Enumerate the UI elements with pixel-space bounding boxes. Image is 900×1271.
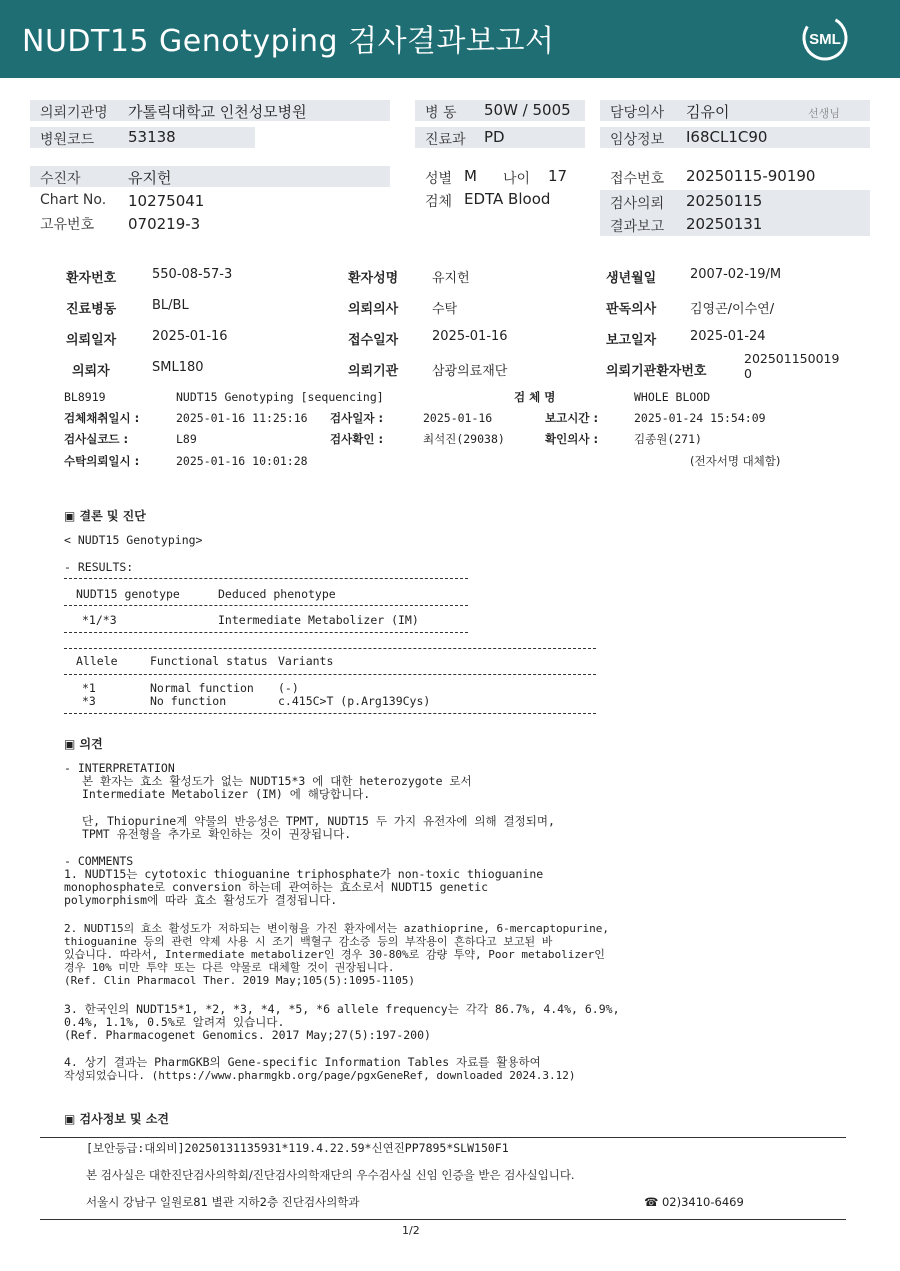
- patient-no-value: 550-08-57-3: [152, 267, 233, 282]
- genotype-value: *1/*3: [82, 613, 117, 627]
- interp-line: TPMT 유전형을 추가로 확인하는 것이 권장됩니다.: [82, 827, 352, 841]
- doctor-suffix: 선생님: [808, 107, 840, 120]
- confirm-value: 최석진(29038): [423, 432, 505, 446]
- patient-no-label: 환자번호: [66, 271, 117, 286]
- room-label: 검사실코드 :: [64, 432, 129, 446]
- comment-line: (Ref. Pharmacogenet Genomics. 2017 May;27(5):197-200): [64, 1028, 431, 1042]
- ward2-value: BL/BL: [152, 298, 189, 313]
- ward-label: 병 동: [425, 105, 457, 121]
- req-date-label: 의뢰일자: [66, 333, 117, 348]
- patient-value: 유지헌: [128, 169, 172, 187]
- divider: [64, 674, 596, 675]
- request-label: 검사의뢰: [610, 196, 665, 212]
- specimen-value: EDTA Blood: [464, 190, 551, 208]
- footer-section-title: ▣ 검사정보 및 소견: [64, 1112, 170, 1126]
- patient-box: [30, 166, 390, 187]
- institution-label: 의뢰기관명: [40, 105, 108, 121]
- dept-label: 진료과: [425, 132, 466, 148]
- patient-label: 수진자: [40, 171, 81, 187]
- interp-line: Intermediate Metabolizer (IM) 에 해당합니다.: [82, 787, 371, 801]
- clinical-value: I68CL1C90: [686, 128, 768, 146]
- age-label: 나이: [503, 171, 531, 187]
- birth-value: 2007-02-19/M: [690, 267, 782, 282]
- confirm-doc-value: 김종원(271): [634, 432, 702, 446]
- report-title: NUDT15 Genotyping 검사결과보고서: [22, 24, 555, 59]
- divider: [64, 578, 468, 579]
- receive-date-value: 2025-01-16: [432, 329, 508, 344]
- svg-text:SML: SML: [809, 31, 841, 48]
- req-institution-label: 의뢰기관: [348, 364, 399, 379]
- interp-line: 본 환자는 효소 활성도가 없는 NUDT15*3 에 대한 heterozygote 로서: [82, 774, 472, 788]
- test-date-label: 검사일자 :: [330, 411, 384, 425]
- status-cell: No function: [150, 694, 227, 708]
- test-name: NUDT15 Genotyping [sequencing]: [176, 390, 384, 404]
- allele-cell: *3: [82, 694, 96, 708]
- birth-label: 생년월일: [606, 271, 657, 286]
- report-date2-label: 보고일자: [606, 333, 657, 348]
- collect-value: 2025-01-16 11:25:16: [176, 411, 308, 425]
- sex-value: M: [464, 167, 477, 185]
- divider: [64, 713, 596, 714]
- test-specimen-label: 검 체 명: [514, 390, 556, 404]
- comment-line: monophosphate로 conversion 하는데 관여하는 효소로서 NUDT15 genetic: [64, 880, 489, 894]
- chart-value: 10275041: [128, 192, 205, 210]
- signature-note: (전자서명 대체함): [690, 454, 781, 468]
- receive-time-value: 2025-01-16 10:01:28: [176, 454, 308, 468]
- unique-label: 고유번호: [40, 217, 95, 233]
- req-patient-no-value: 202501150019: [744, 351, 840, 366]
- clinical-label: 임상정보: [610, 132, 665, 148]
- receive-date-label: 접수일자: [348, 333, 399, 348]
- divider: [64, 648, 596, 649]
- doctor-label: 담당의사: [610, 105, 665, 121]
- confirm-label: 검사확인 :: [330, 432, 384, 446]
- age-value: 17: [548, 167, 568, 185]
- req-doctor-label: 의뢰의사: [348, 302, 399, 317]
- comment-line: 2. NUDT15의 효소 활성도가 저하되는 변이형을 가진 환자에서는 azathioprine, 6-mercaptopurine,: [64, 922, 610, 935]
- receipt-label: 접수번호: [610, 171, 665, 187]
- req-patient-no-label: 의뢰기관환자번호: [606, 364, 707, 379]
- request-value: 20250115: [686, 192, 763, 210]
- comment-line: 경우 10% 미만 투약 또는 다른 약물로 대체할 것이 권장됩니다.: [64, 961, 395, 974]
- sml-logo: [800, 13, 850, 63]
- receive-time-label: 수탁의뢰일시 :: [64, 454, 140, 468]
- req-institution-value: 삼광의료재단: [432, 364, 508, 379]
- results-section-title: ▣ 결론 및 진단: [64, 509, 146, 523]
- confirm-doc-label: 확인의사 :: [545, 432, 599, 446]
- col-variants: Variants: [278, 654, 334, 668]
- reading-doctor-label: 판독의사: [606, 302, 657, 317]
- comments-label: - COMMENTS: [64, 854, 134, 868]
- security-line: [보안등급:대외비]20250131135931*119.4.22.59*신연진PP7895*SLW150F1: [86, 1141, 509, 1155]
- comment-line: 4. 상기 결과는 PharmGKB의 Gene-specific Information Tables 자료를 활용하여: [64, 1055, 541, 1069]
- divider: [40, 1137, 846, 1138]
- phone-line: ☎ 02)3410-6469: [644, 1195, 744, 1209]
- receipt-value: 20250115-90190: [686, 167, 816, 185]
- comment-line: polymorphism에 따라 효소 활성도가 결정됩니다.: [64, 893, 338, 907]
- col-phenotype: Deduced phenotype: [218, 587, 336, 601]
- col-allele: Allele: [76, 654, 118, 668]
- req-date-value: 2025-01-16: [152, 329, 228, 344]
- variant-cell: (-): [278, 681, 299, 695]
- test-code: BL8919: [64, 390, 106, 404]
- ward2-label: 진료병동: [66, 302, 117, 317]
- phenotype-value: Intermediate Metabolizer (IM): [218, 613, 419, 627]
- divider: [40, 1219, 846, 1220]
- page-number: 1/2: [402, 1224, 420, 1237]
- comment-line: thioguanine 등의 관련 약제 사용 시 조기 백혈구 감소증 등의 부작용이 흔하다고 보고된 바: [64, 935, 553, 948]
- address-line: 서울시 강남구 일원로81 별관 지하2층 진단검사의학과: [86, 1195, 360, 1209]
- col-status: Functional status: [150, 654, 268, 668]
- certification-line: 본 검사실은 대한진단검사의학회/진단검사의학재단의 우수검사실 신임 인증을 받은 검사실입니다.: [86, 1168, 575, 1182]
- report-date2-value: 2025-01-24: [690, 329, 766, 344]
- room-value: L89: [176, 432, 197, 446]
- allele-cell: *1: [82, 681, 96, 695]
- report-date-value: 20250131: [686, 215, 763, 233]
- patient-name-label: 환자성명: [348, 271, 399, 286]
- comment-line: 1. NUDT15는 cytotoxic thioguanine triphosphate가 non-toxic thioguanine: [64, 867, 544, 881]
- col-genotype: NUDT15 genotype: [76, 587, 180, 601]
- chart-label: Chart No.: [40, 192, 107, 208]
- variant-cell: c.415C>T (p.Arg139Cys): [278, 694, 431, 708]
- test-specimen-value: WHOLE BLOOD: [634, 390, 711, 404]
- req-doctor-value: 수탁: [432, 302, 458, 317]
- dept-value: PD: [484, 128, 505, 146]
- doctor-value: 김유이: [686, 103, 730, 121]
- collect-label: 검체채취일시 :: [64, 411, 140, 425]
- ward-value: 50W / 5005: [484, 101, 571, 119]
- interp-line: 단, Thiopurine계 약물의 반응성은 TPMT, NUDT15 두 가지 유전자에 의해 결정되며,: [82, 814, 555, 828]
- comment-line: 3. 한국인의 NUDT15*1, *2, *3, *4, *5, *6 allele frequency는 각각 86.7%, 4.4%, 6.9%,: [64, 1002, 620, 1016]
- institution-value: 가톨릭대학교 인천성모병원: [128, 103, 307, 121]
- reading-doctor-value: 김영곤/이수연/: [690, 302, 775, 317]
- requester-label: 의뢰자: [72, 364, 110, 379]
- comment-line: 작성되었습니다. (https://www.pharmgkb.org/page/pgxGeneRef, downloaded 2024.3.12): [64, 1069, 576, 1082]
- patient-name-value: 유지헌: [432, 271, 470, 286]
- interpretation-label: - INTERPRETATION: [64, 761, 175, 775]
- report-date-label: 결과보고: [610, 219, 665, 235]
- hospital-code-label: 병원코드: [40, 132, 95, 148]
- opinion-section-title: ▣ 의견: [64, 737, 103, 751]
- results-subtitle: < NUDT15 Genotyping>: [64, 533, 203, 547]
- report-time-value: 2025-01-24 15:54:09: [634, 411, 766, 425]
- test-date-value: 2025-01-16: [423, 411, 493, 425]
- report-time-label: 보고시간 :: [545, 411, 599, 425]
- specimen-label: 검체: [425, 194, 453, 210]
- requester-value: SML180: [152, 360, 204, 375]
- hospital-code-value: 53138: [128, 128, 176, 146]
- report-header: [0, 0, 900, 78]
- comment-line: 0.4%, 1.1%, 0.5%로 알려져 있습니다.: [64, 1015, 285, 1029]
- unique-value: 070219-3: [128, 215, 201, 233]
- comment-line: (Ref. Clin Pharmacol Ther. 2019 May;105(5):1095-1105): [64, 974, 415, 987]
- status-cell: Normal function: [150, 681, 254, 695]
- req-patient-no-value-cont: 0: [744, 366, 752, 381]
- comment-line: 있습니다. 따라서, Intermediate metabolizer인 경우 30-80%로 감량 투약, Poor metabolizer인: [64, 948, 605, 961]
- divider: [64, 632, 468, 633]
- sex-label: 성별: [425, 171, 453, 187]
- divider: [64, 605, 468, 606]
- results-label: - RESULTS:: [64, 560, 134, 574]
